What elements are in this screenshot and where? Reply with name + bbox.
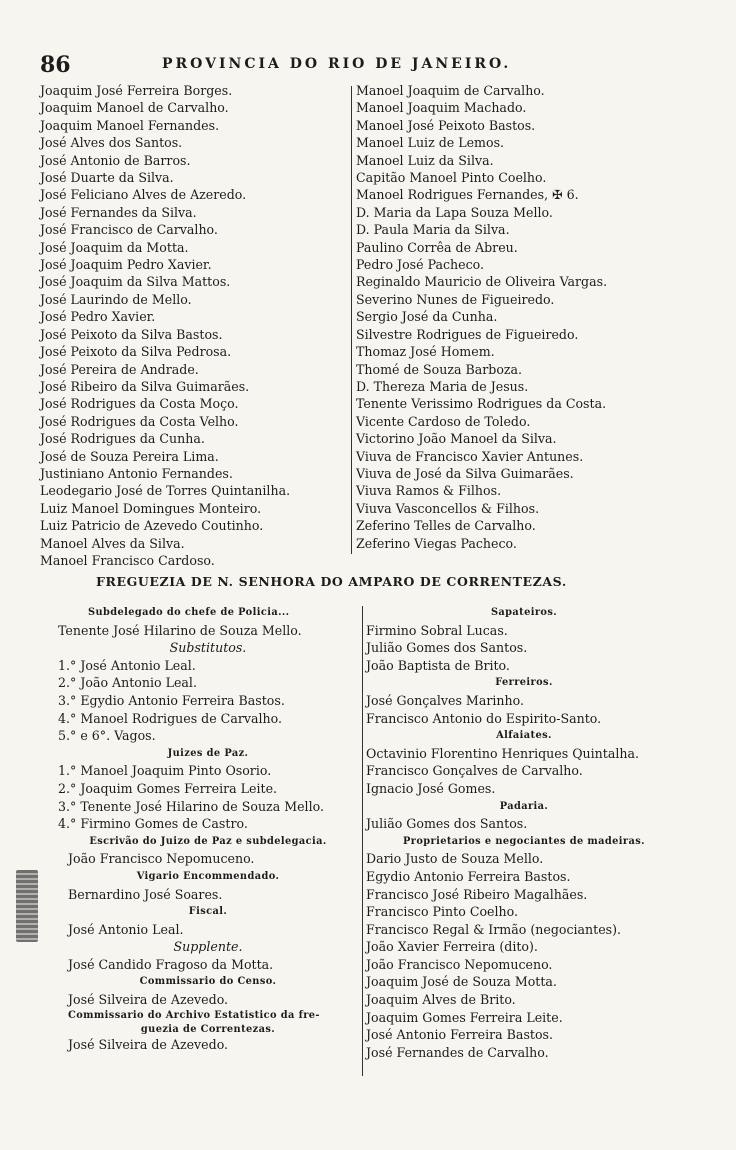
name-entry: Luiz Manoel Domingues Monteiro. xyxy=(40,500,262,516)
archivo-heading: Commissario do Archivo Estatistico da fre- xyxy=(68,1009,320,1021)
name-entry: D. Paula Maria da Silva. xyxy=(356,222,510,238)
madeira-entry: João Xavier Ferreira (dito). xyxy=(366,939,538,955)
name-entry: Vicente Cardoso de Toledo. xyxy=(356,413,531,429)
ferreiros-heading: Ferreiros. xyxy=(495,677,553,689)
name-entry: José Pereira de Andrade. xyxy=(40,361,199,377)
padaria-entry: Julião Gomes dos Santos. xyxy=(366,816,528,832)
running-title: PROVINCIA DO RIO DE JANEIRO. xyxy=(162,56,512,72)
alfaiate-entry: Francisco Gonçalves de Carvalho. xyxy=(366,763,583,779)
sapateiro-entry: Firmino Sobral Lucas. xyxy=(366,622,508,638)
trades-column xyxy=(366,604,682,1061)
substitutos-heading: Substitutos. xyxy=(169,640,247,656)
archivo-heading-continued: guezia de Correntezas. xyxy=(140,1023,276,1035)
juiz-entry: 3.° Tenente José Hilarino de Souza Mello. xyxy=(58,798,324,814)
alfaiates-heading: Alfaiates. xyxy=(496,730,552,742)
name-entry: Tenente Verissimo Rodrigues da Costa. xyxy=(356,396,607,412)
name-entry: Capitão Manoel Pinto Coelho. xyxy=(356,170,547,186)
name-entry: Sergio José da Cunha. xyxy=(356,309,498,325)
vigario-heading: Vigario Encommendado. xyxy=(136,870,280,882)
name-entry: D. Maria da Lapa Souza Mello. xyxy=(356,204,553,220)
name-entry: Viuva de José da Silva Guimarães. xyxy=(356,465,574,481)
name-entry: José Peixoto da Silva Pedrosa. xyxy=(40,344,232,360)
juizes-heading: Juizes de Paz. xyxy=(167,747,249,759)
madeira-entry: Joaquim José de Souza Motta. xyxy=(366,974,557,990)
name-entry: Manoel Rodrigues Fernandes, ✠ 6. xyxy=(356,187,579,203)
officials-column xyxy=(58,604,358,1053)
name-entry: Zeferino Viegas Pacheco. xyxy=(356,535,517,551)
name-entry: Paulino Corrêa de Abreu. xyxy=(356,239,518,255)
name-entry: José Alves dos Santos. xyxy=(40,135,183,151)
subdelegado-heading: Subdelegado do chefe de Policia... xyxy=(88,607,290,618)
madeiras-heading: Proprietarios e negociantes de madeiras. xyxy=(403,835,645,847)
madeira-entry: Joaquim Alves de Brito. xyxy=(366,992,516,1008)
name-entry: Manoel Francisco Cardoso. xyxy=(40,552,215,568)
name-entry: Luiz Patricio de Azevedo Coutinho. xyxy=(40,518,264,534)
vigario-name: Bernardino José Soares. xyxy=(68,886,223,902)
names-column-left xyxy=(40,82,290,569)
name-entry: Manoel Luiz da Silva. xyxy=(356,152,494,168)
name-entry: Manoel José Peixoto Bastos. xyxy=(356,117,536,133)
name-entry: Severino Nunes de Figueiredo. xyxy=(356,291,555,307)
name-entry: Silvestre Rodrigues de Figueiredo. xyxy=(356,326,579,342)
column-divider-bottom xyxy=(362,606,363,1076)
substitute-entry: 5.° e 6°. Vagos. xyxy=(58,728,156,744)
madeira-entry: Dario Justo de Souza Mello. xyxy=(366,851,544,867)
archivo-name: José Silveira de Azevedo. xyxy=(68,1036,229,1052)
juiz-entry: 4.° Firmino Gomes de Castro. xyxy=(58,816,248,832)
censo-name: José Silveira de Azevedo. xyxy=(68,992,229,1008)
madeira-entry: Francisco Regal & Irmão (negociantes). xyxy=(366,921,622,937)
name-entry: José Fernandes da Silva. xyxy=(40,204,197,220)
name-entry: José Rodrigues da Costa Velho. xyxy=(40,413,239,429)
madeira-entry: João Francisco Nepomuceno. xyxy=(366,956,553,972)
madeira-entry: Francisco Pinto Coelho. xyxy=(366,904,518,920)
supplente-heading: Supplente. xyxy=(173,939,243,955)
name-entry: José Peixoto da Silva Bastos. xyxy=(40,326,223,342)
column-divider-top xyxy=(351,86,352,554)
madeira-entry: José Fernandes de Carvalho. xyxy=(366,1044,549,1060)
section-title: FREGUEZIA DE N. SENHORA DO AMPARO DE CORRENTEZAS. xyxy=(96,574,567,589)
padaria-heading: Padaria. xyxy=(499,800,549,812)
name-entry: José Joaquim da Silva Mattos. xyxy=(40,274,231,290)
name-entry: Thomé de Souza Barboza. xyxy=(356,361,523,377)
name-entry: Pedro José Pacheco. xyxy=(356,257,485,273)
page-number: 86 xyxy=(40,52,71,78)
name-entry: José Ribeiro da Silva Guimarães. xyxy=(40,378,250,394)
supplente-name: José Candido Fragoso da Motta. xyxy=(68,956,274,972)
name-entry: Joaquim Manoel de Carvalho. xyxy=(40,100,229,116)
name-entry: Leodegario José de Torres Quintanilha. xyxy=(40,483,291,499)
name-entry: José Joaquim da Motta. xyxy=(40,239,189,255)
name-entry: Viuva de Francisco Xavier Antunes. xyxy=(356,448,584,464)
name-entry: Joaquim José Ferreira Borges. xyxy=(40,83,233,98)
madeira-entry: Egydio Antonio Ferreira Bastos. xyxy=(366,868,571,884)
substitute-entry: 2.° João Antonio Leal. xyxy=(58,675,197,691)
substitute-entry: 4.° Manoel Rodrigues de Carvalho. xyxy=(58,710,282,726)
name-entry: Victorino João Manoel da Silva. xyxy=(356,431,557,447)
censo-heading: Commissario do Censo. xyxy=(139,976,277,988)
name-entry: José de Souza Pereira Lima. xyxy=(40,448,219,464)
substitute-entry: 1.° José Antonio Leal. xyxy=(58,657,196,673)
escrivao-heading: Escrivão do Juizo de Paz e subdelegacia. xyxy=(89,835,327,847)
madeira-entry: Joaquim Gomes Ferreira Leite. xyxy=(366,1009,563,1025)
name-entry: Viuva Vasconcellos & Filhos. xyxy=(356,500,540,516)
name-entry: D. Thereza Maria de Jesus. xyxy=(356,378,529,394)
juiz-entry: 2.° Joaquim Gomes Ferreira Leite. xyxy=(58,780,278,796)
name-entry: Manoel Joaquim Machado. xyxy=(356,100,527,116)
name-entry: José Laurindo de Mello. xyxy=(40,291,192,307)
name-entry: José Rodrigues da Costa Moço. xyxy=(40,396,239,412)
subdelegado-name: Tenente José Hilarino de Souza Mello. xyxy=(58,622,302,638)
name-entry: José Feliciano Alves de Azeredo. xyxy=(40,187,247,203)
name-entry: Manoel Alves da Silva. xyxy=(40,535,185,551)
name-entry: José Pedro Xavier. xyxy=(40,309,156,325)
name-entry: Thomaz José Homem. xyxy=(356,344,495,360)
sapateiro-entry: João Baptista de Brito. xyxy=(366,657,510,673)
name-entry: Viuva Ramos & Filhos. xyxy=(356,483,502,499)
fiscal-heading: Fiscal. xyxy=(188,906,228,918)
name-entry: José Rodrigues da Cunha. xyxy=(40,431,205,447)
name-entry: Reginaldo Mauricio de Oliveira Vargas. xyxy=(356,274,608,290)
madeira-entry: Francisco José Ribeiro Magalhães. xyxy=(366,886,588,902)
name-entry: José Antonio de Barros. xyxy=(40,152,191,168)
library-stamp-mark xyxy=(16,870,38,942)
names-column-right xyxy=(356,82,607,552)
fiscal-name: José Antonio Leal. xyxy=(68,921,184,937)
alfaiate-entry: Ignacio José Gomes. xyxy=(366,780,496,796)
name-entry: Manoel Joaquim de Carvalho. xyxy=(356,83,545,98)
ferreiro-entry: José Gonçalves Marinho. xyxy=(366,692,524,708)
substitute-entry: 3.° Egydio Antonio Ferreira Bastos. xyxy=(58,692,285,708)
madeira-entry: José Antonio Ferreira Bastos. xyxy=(366,1027,554,1043)
ferreiro-entry: Francisco Antonio do Espirito-Santo. xyxy=(366,710,602,726)
name-entry: José Francisco de Carvalho. xyxy=(40,222,218,238)
name-entry: José Joaquim Pedro Xavier. xyxy=(40,257,212,273)
juiz-entry: 1.° Manoel Joaquim Pinto Osorio. xyxy=(58,763,272,779)
name-entry: Justiniano Antonio Fernandes. xyxy=(40,465,233,481)
sapateiro-entry: Julião Gomes dos Santos. xyxy=(366,640,528,656)
escrivao-name: João Francisco Nepomuceno. xyxy=(68,851,255,867)
name-entry: José Duarte da Silva. xyxy=(40,170,174,186)
name-entry: Zeferino Telles de Carvalho. xyxy=(356,518,536,534)
alfaiate-entry: Octavinio Florentino Henriques Quintalha. xyxy=(366,745,640,761)
sapateiros-heading: Sapateiros. xyxy=(490,607,558,618)
name-entry: Manoel Luiz de Lemos. xyxy=(356,135,505,151)
name-entry: Joaquim Manoel Fernandes. xyxy=(40,117,220,133)
